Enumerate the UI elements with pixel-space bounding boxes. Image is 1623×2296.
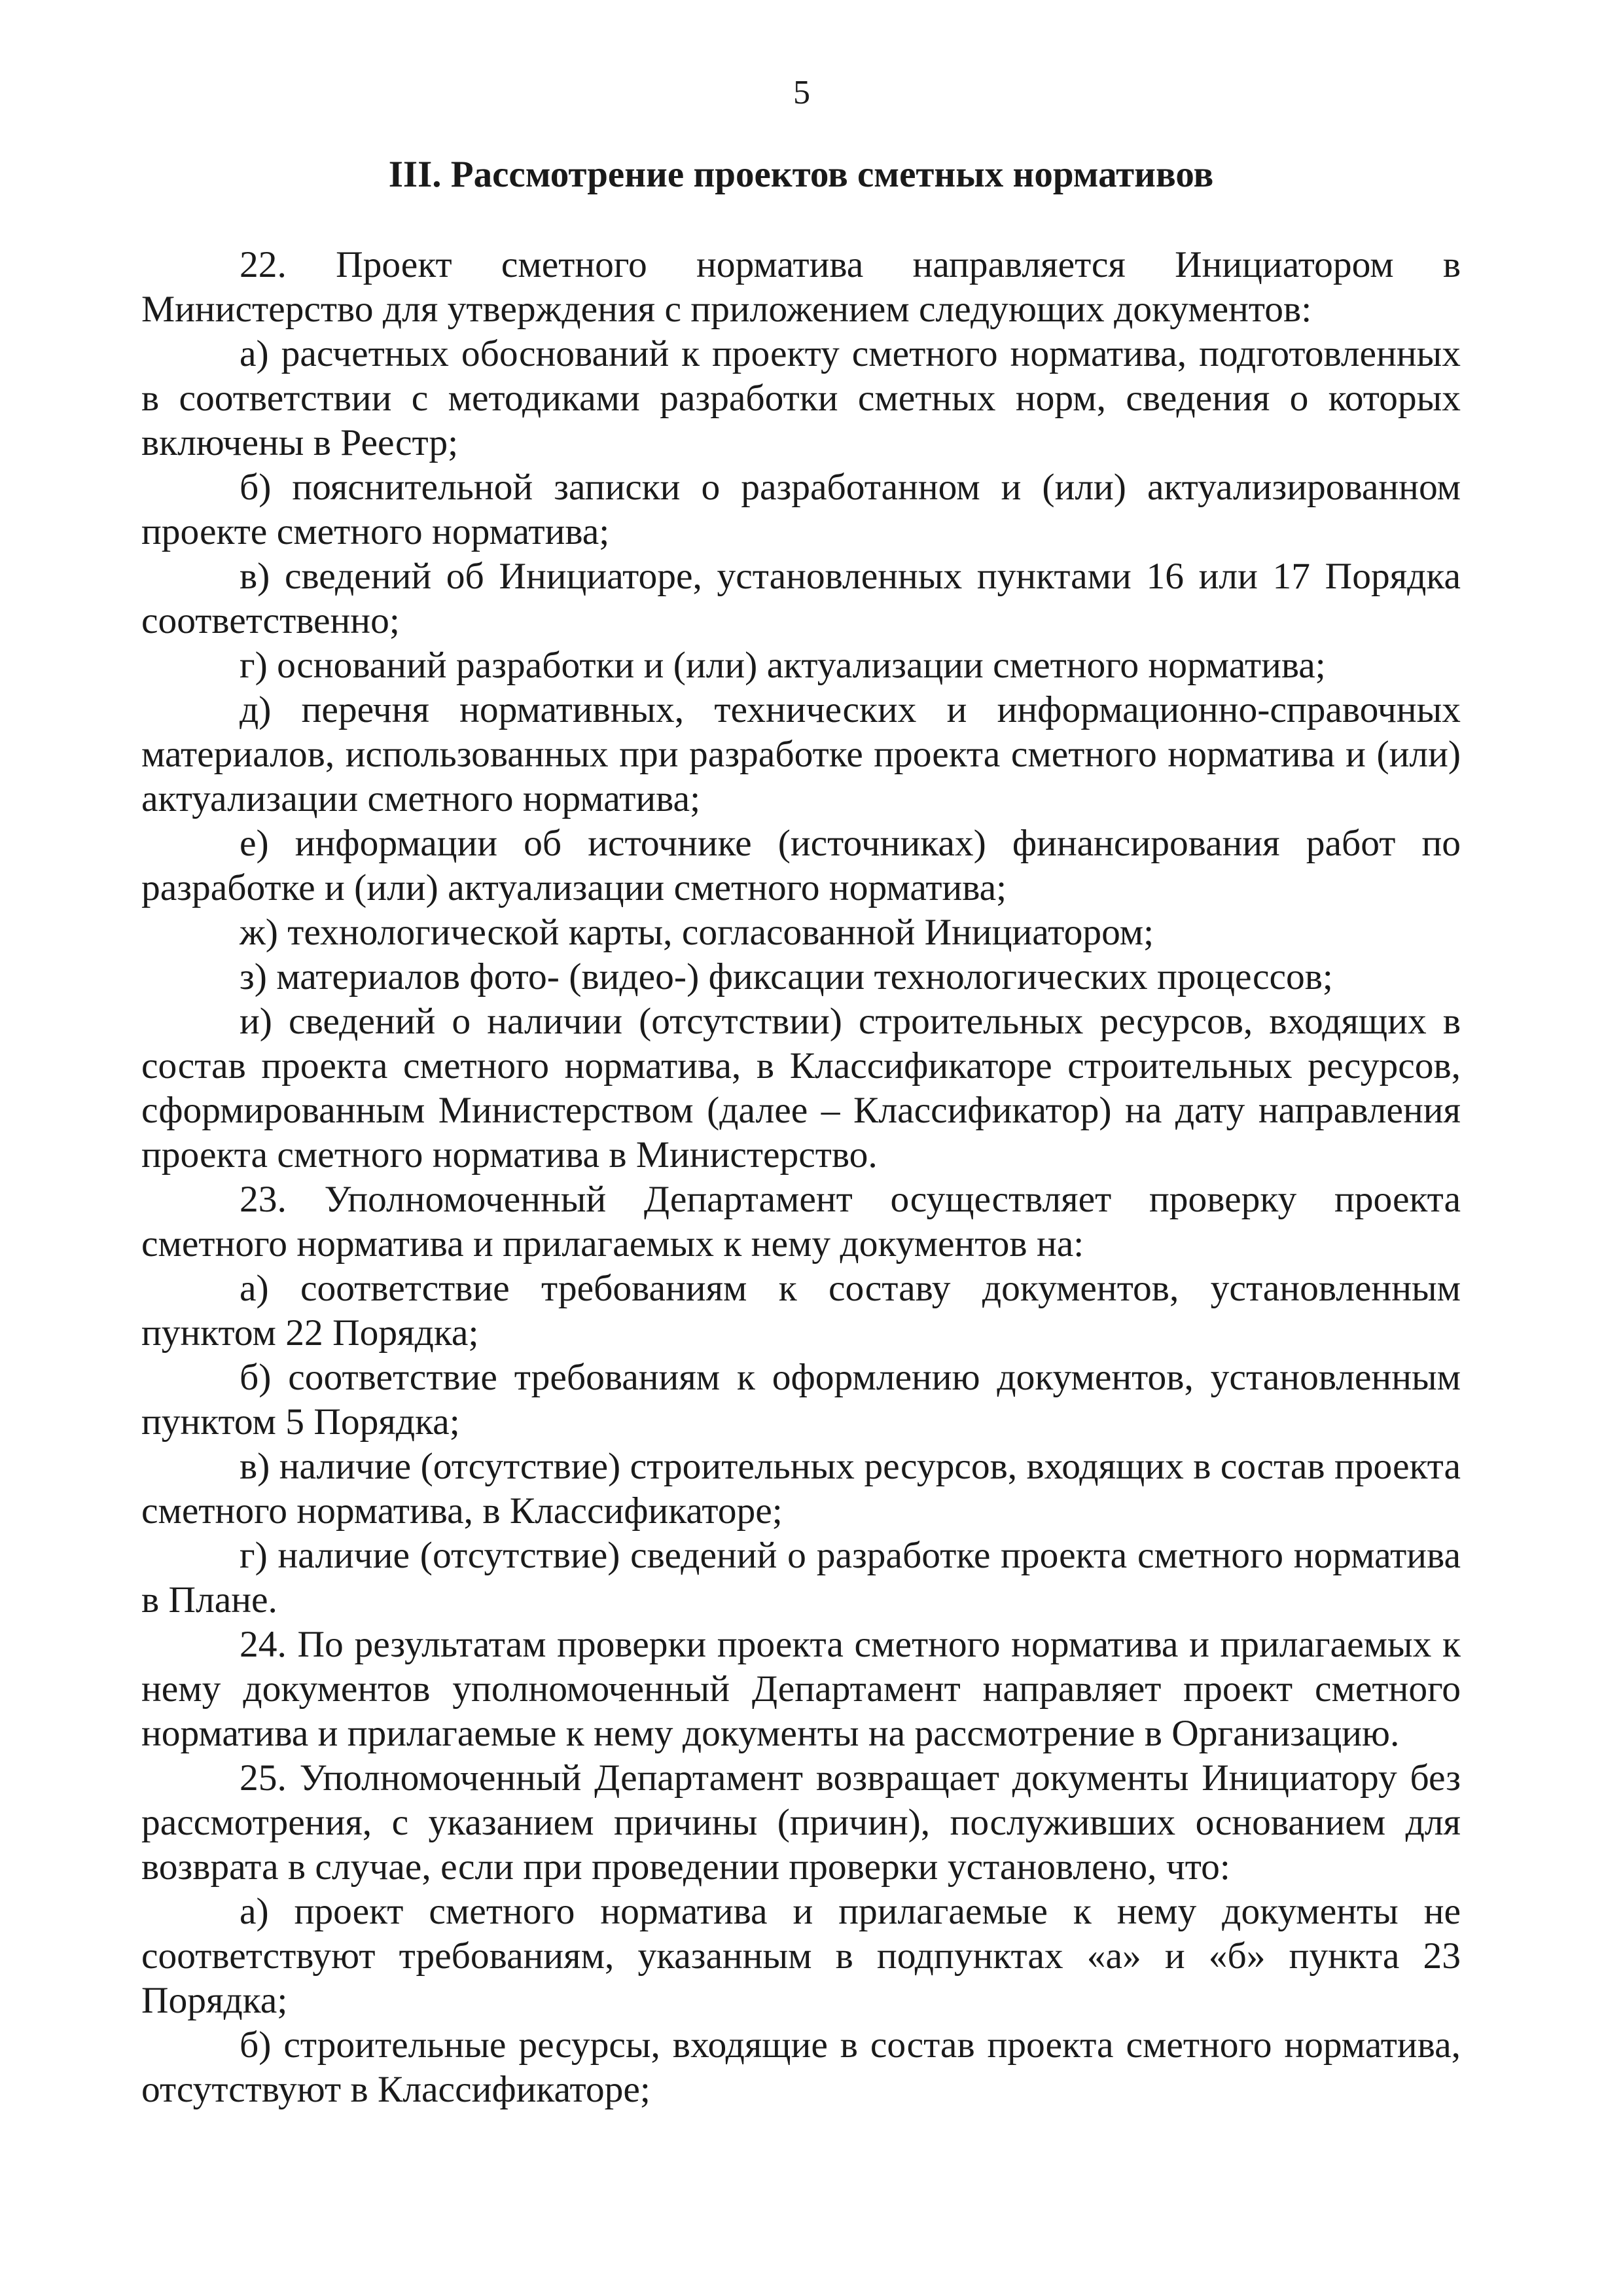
paragraph-25-b: б) строительные ресурсы, входящие в состав проекта сметного норматива, отсутствуют в Классификаторе; [141, 2024, 1461, 2110]
paragraph-24: 24. По результатам проверки проекта сметного норматива и прилагаемых к нему документов уполномоченный Департамент направляет проект сметного норматива и прилагаемые к нему документы на рассмотрение в Организацию. [141, 1624, 1461, 1754]
paragraph-22-zh: ж) технологической карты, согласованной Инициатором; [240, 912, 1154, 953]
paragraph-22-v: в) сведений об Инициаторе, установленных пунктами 16 или 17 Порядка соответственно; [141, 556, 1461, 641]
paragraph-22-z: з) материалов фото- (видео-) фиксации технологических процессов; [240, 956, 1333, 997]
paragraph-22-g: г) оснований разработки и (или) актуализации сметного норматива; [240, 645, 1326, 686]
paragraph-22: 22. Проект сметного норматива направляется Инициатором в Министерство для утверждения с приложением следующих документов: [141, 244, 1461, 330]
paragraph-22-d: д) перечня нормативных, технических и информационно-справочных материалов, использованных при разработке проекта сметного норматива и (или) актуализации сметного норматива; [141, 689, 1461, 819]
paragraph-23-b: б) соответствие требованиям к оформлению документов, установленным пунктом 5 Порядка; [141, 1357, 1461, 1443]
paragraph-22-a: а) расчетных обоснований к проекту сметного норматива, подготовленных в соответствии с методиками разработки сметных норм, сведения о которых включены в Реестр; [141, 333, 1461, 463]
page-number: 5 [793, 74, 810, 111]
paragraph-23-v: в) наличие (отсутствие) строительных ресурсов, входящих в состав проекта сметного норматива, в Классификаторе; [141, 1446, 1461, 1532]
paragraph-22-e: е) информации об источнике (источниках) финансирования работ по разработке и (или) актуализации сметного норматива; [141, 823, 1461, 908]
paragraph-25: 25. Уполномоченный Департамент возвращает документы Инициатору без рассмотрения, с указанием причины (причин), послуживших основанием для возврата в случае, если при проведении проверки установлено, что: [141, 1757, 1461, 1888]
document-body [141, 243, 1461, 2112]
paragraph-22-i: и) сведений о наличии (отсутствии) строительных ресурсов, входящих в состав проекта сметного норматива, в Классификаторе строительных ресурсов, сформированным Министерством (далее – Классификатор) на дату направления проекта сметного норматива в Министерство. [141, 1001, 1461, 1175]
paragraph-23-a: а) соответствие требованиям к составу документов, установленным пунктом 22 Порядка; [141, 1268, 1461, 1354]
paragraph-23-g: г) наличие (отсутствие) сведений о разработке проекта сметного норматива в Плане. [141, 1535, 1461, 1621]
section-heading: III. Рассмотрение проектов сметных нормативов [388, 154, 1214, 195]
paragraph-23: 23. Уполномоченный Департамент осуществляет проверку проекта сметного норматива и прилагаемых к нему документов на: [141, 1179, 1461, 1265]
paragraph-22-b: б) пояснительной записки о разработанном и (или) актуализированном проекте сметного норматива; [141, 467, 1461, 552]
paragraph-25-a: а) проект сметного норматива и прилагаемые к нему документы не соответствуют требованиям, указанным в подпунктах «а» и «б» пункта 23 Порядка; [141, 1891, 1461, 2021]
